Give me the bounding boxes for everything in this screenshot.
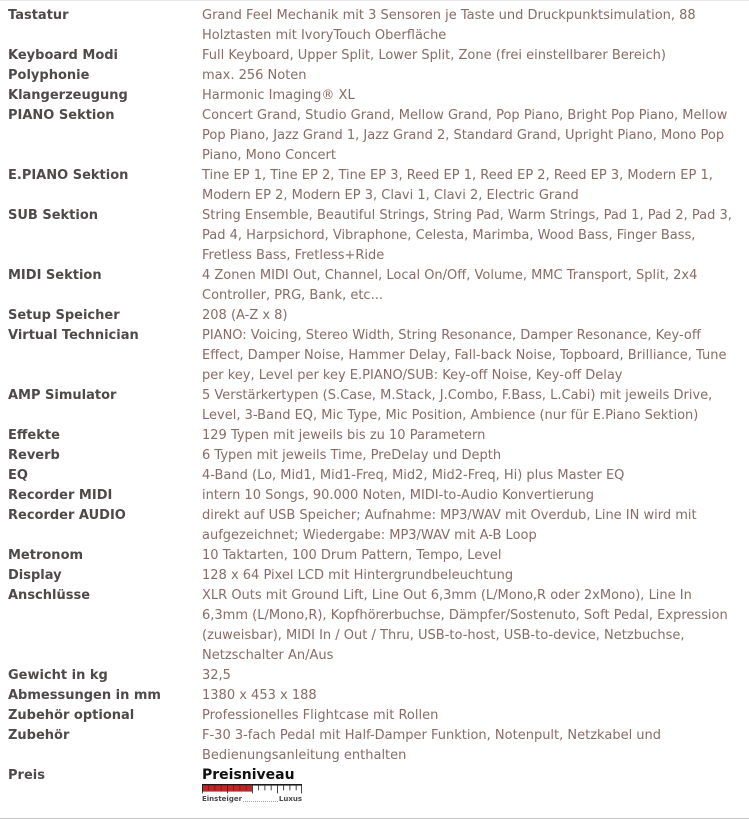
spec-row-gewicht — [0, 666, 749, 686]
spec-row-reverb — [0, 446, 749, 466]
spec-label: Reverb — [8, 448, 60, 463]
spec-label: Polyphonie — [8, 68, 90, 83]
spec-row-piano-sektion — [0, 106, 749, 166]
spec-label: Gewicht in kg — [8, 668, 108, 683]
spec-value: max. 256 Noten — [202, 68, 307, 83]
spec-value: 6 Typen mit jeweils Time, PreDelay und Depth — [202, 448, 502, 463]
price-scale-max-label: Luxus — [278, 795, 302, 803]
spec-label: Tastatur — [8, 8, 69, 23]
spec-row-virtual-technician — [0, 326, 749, 386]
spec-value: 208 (A-Z x 8) — [202, 308, 288, 323]
spec-row-display — [0, 566, 749, 586]
spec-label: Keyboard Modi — [8, 48, 119, 63]
spec-label: Klangerzeugung — [8, 88, 128, 103]
spec-label: PIANO Sektion — [8, 108, 115, 123]
spec-label: EQ — [8, 468, 28, 483]
spec-value: 129 Typen mit jeweils bis zu 10 Parametern — [202, 428, 486, 443]
spec-label: Abmessungen in mm — [8, 688, 161, 703]
spec-label: Metronom — [8, 548, 84, 563]
spec-value: Grand Feel Mechanik mit 3 Sensoren je Taste und Druckpunktsimulation, 88 Holztasten mit IvoryTouch Oberfläche — [202, 8, 696, 43]
spec-label: Anschlüsse — [8, 588, 91, 603]
spec-value: F-30 3-fach Pedal mit Half-Damper Funktion, Notenpult, Netzkabel und Bedienungsanleitung enthalten — [202, 728, 662, 763]
spec-row-effekte — [0, 426, 749, 446]
spec-value: Full Keyboard, Upper Split, Lower Split, Zone (frei einstellbarer Bereich) — [202, 48, 666, 63]
spec-value: Tine EP 1, Tine EP 2, Tine EP 3, Reed EP 1, Reed EP 2, Reed EP 3, Modern EP 1, Modern EP 2, Modern EP 3, Clavi 1, Clavi 2, Electric Grand — [202, 168, 713, 203]
spec-row-preis — [0, 766, 749, 808]
spec-label: SUB Sektion — [8, 208, 99, 223]
spec-value: Professionelles Flightcase mit Rollen — [202, 708, 439, 723]
spec-value — [202, 766, 749, 808]
spec-row-anschluesse — [0, 586, 749, 666]
spec-row-tastatur — [0, 6, 749, 46]
spec-value: 10 Taktarten, 100 Drum Pattern, Tempo, Level — [202, 548, 502, 563]
spec-label: Effekte — [8, 428, 60, 443]
spec-value: direkt auf USB Speicher; Aufnahme: MP3/WAV mit Overdub, Line IN wird mit aufgezeichnet; Wiedergabe: MP3/WAV mit A-B Loop — [202, 508, 697, 543]
spec-label: MIDI Sektion — [8, 268, 102, 283]
spec-value: XLR Outs mit Ground Lift, Line Out 6,3mm (L/Mono,R oder 2xMono), Line In 6,3mm (L/Mono,R), Kopfhörerbuchse, Dämpfer/Sostenuto, Soft Pedal, Expression (zuweisbar), MIDI In / Out / Thru, USB-to-host, USB-to-device, Netzbuchse, Netzschalter An/Aus — [202, 588, 728, 663]
spec-row-midi-sektion — [0, 266, 749, 306]
spec-row-recorder-midi — [0, 486, 749, 506]
spec-row-abmessungen — [0, 686, 749, 706]
spec-label: Setup Speicher — [8, 308, 120, 323]
spec-row-recorder-audio — [0, 506, 749, 546]
price-scale-leader-line — [243, 795, 278, 802]
spec-value: 128 x 64 Pixel LCD mit Hintergrundbeleuchtung — [202, 568, 514, 583]
price-scale-min-label: Einsteiger — [202, 795, 243, 803]
spec-value: 4 Zonen MIDI Out, Channel, Local On/Off, Volume, MMC Transport, Split, 2x4 Controller, PRG, Bank, etc... — [202, 268, 698, 303]
spec-row-amp-simulator — [0, 386, 749, 426]
spec-label: Zubehör optional — [8, 708, 135, 723]
spec-value: Harmonic Imaging® XL — [202, 88, 355, 103]
spec-row-polyphonie — [0, 66, 749, 86]
price-level-graphic — [202, 766, 304, 803]
spec-value: intern 10 Songs, 90.000 Noten, MIDI-to-Audio Konvertierung — [202, 488, 594, 503]
spec-label: E.PIANO Sektion — [8, 168, 129, 183]
spec-row-metronom — [0, 546, 749, 566]
spec-value: Concert Grand, Studio Grand, Mellow Grand, Pop Piano, Bright Pop Piano, Mellow Pop Piano, Jazz Grand 1, Jazz Grand 2, Standard Grand, Upright Piano, Mono Pop Piano, Mono Concert — [202, 108, 728, 163]
spec-row-zubehoer-optional — [0, 706, 749, 726]
spec-row-klangerzeugung — [0, 86, 749, 106]
spec-row-eq — [0, 466, 749, 486]
spec-label: Display — [8, 568, 62, 583]
price-level-ruler-icon — [202, 784, 302, 794]
spec-row-zubehoer — [0, 726, 749, 766]
spec-row-epiano-sektion — [0, 166, 749, 206]
spec-label: AMP Simulator — [8, 388, 117, 403]
spec-label: Zubehör — [8, 728, 70, 743]
spec-value: String Ensemble, Beautiful Strings, String Pad, Warm Strings, Pad 1, Pad 2, Pad 3, Pad 4, Harpsichord, Vibraphone, Celesta, Marimba, Wood Bass, Finger Bass, Fretless Bass, Fretless+Ride — [202, 208, 732, 263]
spec-row-setup-speicher — [0, 306, 749, 326]
spec-row-sub-sektion — [0, 206, 749, 266]
spec-value: PIANO: Voicing, Stereo Width, String Resonance, Damper Resonance, Key-off Effect, Damper Noise, Hammer Delay, Fall-back Noise, Topboard, Brilliance, Tune per key, Level per key E.PIANO/SUB: Key-off Noise, Key-off Delay — [202, 328, 727, 383]
spec-label: Recorder MIDI — [8, 488, 113, 503]
spec-label: Recorder AUDIO — [8, 508, 126, 523]
spec-value: 5 Verstärkertypen (S.Case, M.Stack, J.Combo, F.Bass, L.Cabi) mit jeweils Drive, Level, 3-Band EQ, Mic Type, Mic Position, Ambience (nur für E.Piano Sektion) — [202, 388, 713, 423]
spec-label: Virtual Technician — [8, 328, 139, 343]
price-scale-labels — [202, 795, 302, 803]
spec-value: 4-Band (Lo, Mid1, Mid1-Freq, Mid2, Mid2-Freq, Hi) plus Master EQ — [202, 468, 625, 483]
spec-value: 1380 x 453 x 188 — [202, 688, 317, 703]
spec-label: Preis — [8, 768, 45, 783]
spec-row-keyboard-modi — [0, 46, 749, 66]
spec-value: 32,5 — [202, 668, 231, 683]
price-level-title: Preisniveau — [202, 767, 295, 783]
